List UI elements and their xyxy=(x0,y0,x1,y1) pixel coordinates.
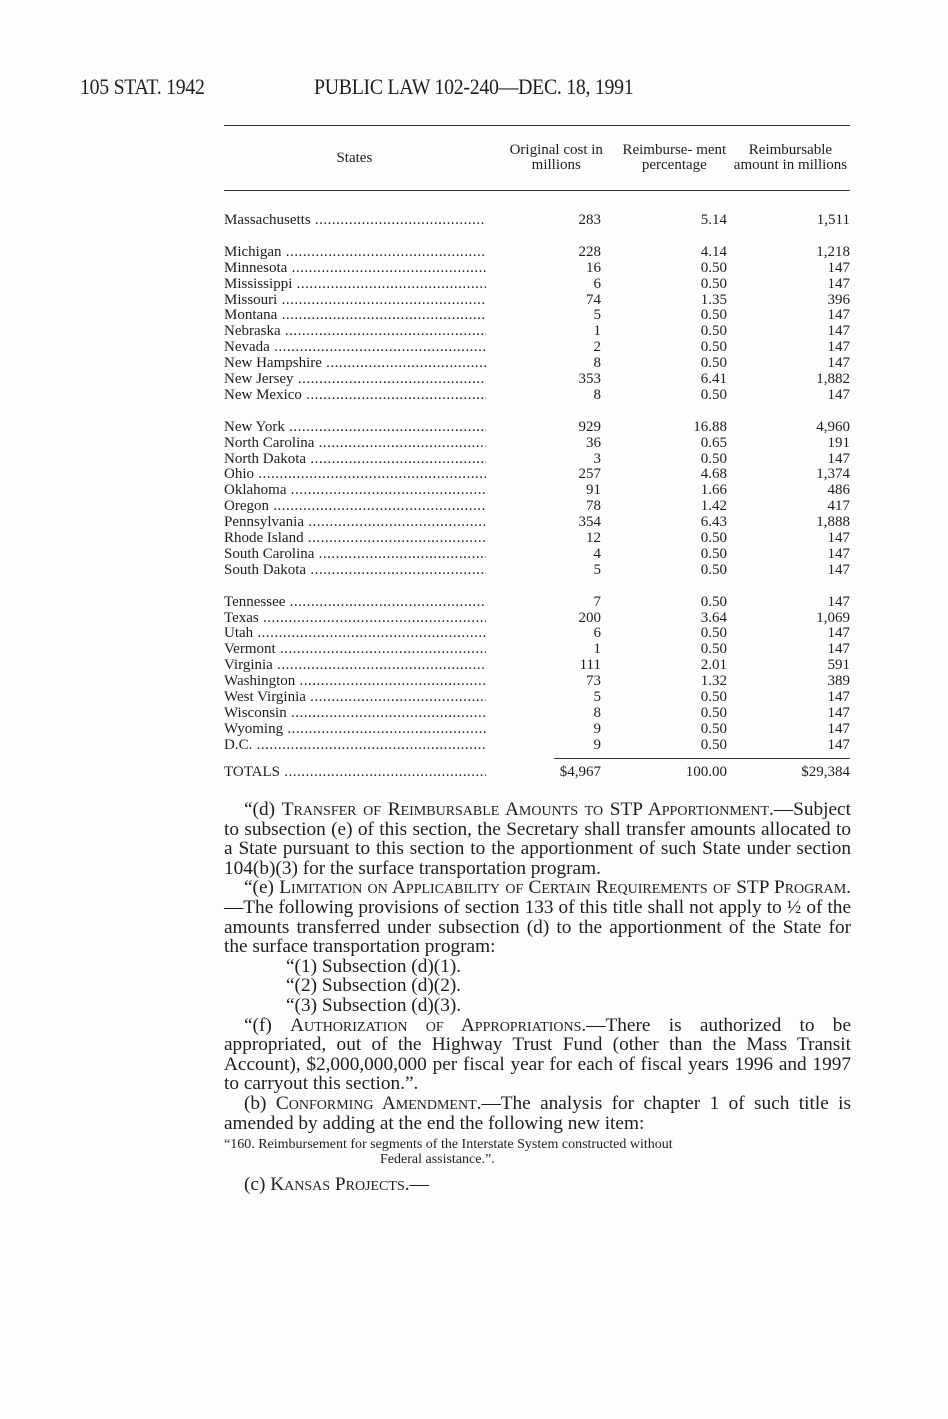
column-header-percentage: Reimburse- ment percentage xyxy=(622,142,727,173)
amount-cell: 147 xyxy=(827,736,850,753)
original-cost-cell: 91 xyxy=(586,482,601,499)
table-row xyxy=(224,324,850,340)
table-row xyxy=(224,595,850,611)
percentage-cell: 0.50 xyxy=(700,545,727,562)
table-row xyxy=(224,658,850,674)
state-cell: Mississippi ..... xyxy=(224,277,486,293)
original-cost-cell: 5 xyxy=(593,689,601,706)
percentage-cell: 0.50 xyxy=(700,323,727,340)
amount-cell: 147 xyxy=(827,689,850,706)
table-body xyxy=(224,213,850,781)
percentage-cell: 16.88 xyxy=(693,418,727,435)
percentage-cell: 3.64 xyxy=(700,609,727,626)
percentage-cell: 0.50 xyxy=(700,339,727,356)
percentage-cell: 0.50 xyxy=(700,720,727,737)
state-cell: TOTALS ..... xyxy=(224,765,486,781)
percentage-cell: 0.50 xyxy=(700,561,727,578)
state-cell: New Jersey ..... xyxy=(224,372,486,388)
table-row xyxy=(224,213,850,229)
table-row xyxy=(224,293,850,309)
table-row xyxy=(224,515,850,531)
original-cost-cell: 8 xyxy=(593,704,601,721)
table-row xyxy=(224,245,850,261)
percentage-cell: 0.50 xyxy=(700,593,727,610)
state-cell: North Dakota ..... xyxy=(224,452,486,468)
amount-cell: 147 xyxy=(827,259,850,276)
original-cost-cell: 4 xyxy=(593,545,601,562)
original-cost-cell: 9 xyxy=(593,720,601,737)
state-cell: Nevada ..... xyxy=(224,340,486,356)
column-header-states: States xyxy=(336,149,373,166)
original-cost-cell: 8 xyxy=(593,355,601,372)
percentage-cell: 0.50 xyxy=(700,704,727,721)
table-row xyxy=(224,308,850,324)
table-header xyxy=(224,126,850,190)
original-cost-cell: 929 xyxy=(578,418,601,435)
original-cost-cell: 353 xyxy=(578,371,601,388)
original-cost-cell: 9 xyxy=(593,736,601,753)
percentage-cell: 1.35 xyxy=(700,291,727,308)
table-header-rule xyxy=(224,190,850,191)
table-row xyxy=(224,722,850,738)
table-row xyxy=(224,388,850,404)
state-cell: Washington ..... xyxy=(224,674,486,690)
original-cost-cell: 228 xyxy=(578,243,601,260)
percentage-cell: 5.14 xyxy=(700,212,727,228)
table-row xyxy=(224,626,850,642)
table-row xyxy=(224,452,850,468)
table-row xyxy=(224,531,850,547)
percentage-cell: 4.68 xyxy=(700,466,727,483)
percentage-cell: 1.66 xyxy=(700,482,727,499)
original-cost-cell: 74 xyxy=(586,291,601,308)
original-cost-cell: 3 xyxy=(593,450,601,467)
amount-cell: 4,960 xyxy=(816,418,850,435)
state-cell: Texas ..... xyxy=(224,611,486,627)
subsection-e-item-2: “(2) Subsection (d)(2). xyxy=(286,975,462,997)
original-cost-cell: 1 xyxy=(593,323,601,340)
amount-cell: 1,888 xyxy=(816,514,850,531)
table-row xyxy=(224,642,850,658)
totals-rule xyxy=(554,758,850,759)
table-row xyxy=(224,499,850,515)
percentage-cell: 0.50 xyxy=(700,275,727,292)
amount-cell: 147 xyxy=(827,720,850,737)
state-cell: South Dakota ..... xyxy=(224,563,486,579)
subsection-d-heading: Transfer of Reimbursable Amounts to STP Apportionment. xyxy=(281,799,774,820)
state-cell: Pennsylvania ..... xyxy=(224,515,486,531)
state-cell: Wyoming ..... xyxy=(224,722,486,738)
subsection-b: (b) Conforming Amendment.—The analysis for chapter 1 of such title is amended by adding at the end the following new item: xyxy=(224,1092,852,1134)
original-cost-cell: 354 xyxy=(578,514,601,531)
statute-page-number: 105 STAT. 1942 xyxy=(80,74,205,99)
statute-text xyxy=(224,800,851,1195)
original-cost-cell: 8 xyxy=(593,386,601,403)
percentage-cell: 0.50 xyxy=(700,259,727,276)
state-cell: Minnesota ..... xyxy=(224,261,486,277)
amount-cell: 147 xyxy=(827,641,850,658)
original-cost-cell: 16 xyxy=(586,259,601,276)
original-cost-cell: 6 xyxy=(593,625,601,642)
public-law-title: PUBLIC LAW 102-240—DEC. 18, 1991 xyxy=(314,74,634,99)
percentage-cell: 0.50 xyxy=(700,307,727,324)
subsection-e: “(e) Limitation on Applicability of Certain Requirements of STP Program.—The following provisions of section 133 of this title shall not apply to ½ of the amounts transferred under subsection (d) to the apportionment of the State for the surface transportation program: xyxy=(224,877,851,958)
state-cell: Ohio ..... xyxy=(224,467,486,483)
state-cell: Vermont ..... xyxy=(224,642,486,658)
amount-cell: 591 xyxy=(827,657,850,674)
table-row xyxy=(224,706,850,722)
percentage-cell: 0.50 xyxy=(700,641,727,658)
original-cost-cell: 2 xyxy=(593,339,601,356)
percentage-cell: 2.01 xyxy=(700,657,727,674)
amount-cell: 147 xyxy=(827,625,850,642)
analysis-item-160: “160. Reimbursement for segments of the Interstate System constructed without Federal assistance.”. xyxy=(224,1137,673,1168)
amount-cell: 147 xyxy=(827,386,850,403)
percentage-cell: 0.65 xyxy=(700,434,727,451)
amount-cell: 147 xyxy=(827,323,850,340)
state-cell: Michigan ..... xyxy=(224,245,486,261)
table-row xyxy=(224,436,850,452)
reimbursement-table xyxy=(224,125,850,781)
state-cell: D.C. ..... xyxy=(224,738,486,754)
state-cell: New Mexico ..... xyxy=(224,388,486,404)
subsection-e-item-1: “(1) Subsection (d)(1). xyxy=(286,955,462,977)
table-row xyxy=(224,483,850,499)
amount-cell: 147 xyxy=(827,450,850,467)
percentage-cell: 4.14 xyxy=(700,243,727,260)
table-row xyxy=(224,563,850,579)
table-row xyxy=(224,467,850,483)
column-header-original-cost: Original cost in millions xyxy=(509,142,603,173)
percentage-cell: 1.32 xyxy=(700,673,727,690)
percentage-cell: 0.50 xyxy=(700,736,727,753)
table-row xyxy=(224,611,850,627)
original-cost-cell: 12 xyxy=(586,530,601,547)
totals-row xyxy=(224,765,850,781)
state-cell: Oklahoma ..... xyxy=(224,483,486,499)
percentage-cell: 100.00 xyxy=(685,763,727,780)
table-row xyxy=(224,420,850,436)
table-row xyxy=(224,690,850,706)
state-cell: Montana ..... xyxy=(224,308,486,324)
original-cost-cell: 1 xyxy=(593,641,601,658)
amount-cell: 147 xyxy=(827,307,850,324)
table-row xyxy=(224,674,850,690)
amount-cell: 147 xyxy=(827,561,850,578)
table-row xyxy=(224,356,850,372)
state-cell: Massachusetts ..... xyxy=(224,213,486,229)
subsection-d: “(d) Transfer of Reimbursable Amounts to STP Apportionment.—Subject to subsection (e) of this section, the Secretary shall transfer amounts allocated to a State pursuant to this section to the apportionment of such State under section 104(b)(3) for the surface transportation program. xyxy=(224,799,851,879)
state-cell: New York ..... xyxy=(224,420,486,436)
amount-cell: 1,511 xyxy=(816,212,850,228)
state-cell: New Hampshire ..... xyxy=(224,356,486,372)
state-cell: Missouri ..... xyxy=(224,293,486,309)
table-row xyxy=(224,340,850,356)
percentage-cell: 0.50 xyxy=(700,689,727,706)
original-cost-cell: 111 xyxy=(579,657,601,674)
percentage-cell: 0.50 xyxy=(700,530,727,547)
percentage-cell: 0.50 xyxy=(700,450,727,467)
amount-cell: 147 xyxy=(827,275,850,292)
amount-cell: 396 xyxy=(827,291,850,308)
percentage-cell: 6.43 xyxy=(700,514,727,531)
amount-cell: 147 xyxy=(827,545,850,562)
original-cost-cell: 73 xyxy=(586,673,601,690)
amount-cell: 147 xyxy=(827,355,850,372)
original-cost-cell: 283 xyxy=(578,212,601,228)
original-cost-cell: 7 xyxy=(593,593,601,610)
table-row xyxy=(224,261,850,277)
state-cell: North Carolina ..... xyxy=(224,436,486,452)
subsection-c-heading: Kansas Projects. xyxy=(270,1174,410,1196)
table-row xyxy=(224,738,850,754)
state-cell: Virginia ..... xyxy=(224,658,486,674)
state-cell: Tennessee ..... xyxy=(224,595,486,611)
column-header-amount: Reimbursable amount in millions xyxy=(733,142,848,173)
amount-cell: 389 xyxy=(827,673,850,690)
state-cell: Rhode Island ..... xyxy=(224,531,486,547)
original-cost-cell: 6 xyxy=(593,275,601,292)
original-cost-cell: 78 xyxy=(586,498,601,515)
state-cell: Nebraska ..... xyxy=(224,324,486,340)
subsection-b-heading: Conforming Amendment. xyxy=(275,1092,482,1114)
subsection-c: (c) Kansas Projects.— xyxy=(244,1174,429,1196)
subsection-f-heading: Authorization of Appropriations. xyxy=(290,1014,587,1036)
original-cost-cell: 5 xyxy=(593,307,601,324)
state-cell: Wisconsin ..... xyxy=(224,706,486,722)
subsection-f: “(f) Authorization of Appropriations.—There is authorized to be appropriated, out of the Highway Trust Fund (other than the Mass Transit Account), $2,000,000,000 per fiscal year for each of fiscal years 1996 and 1997 to carryout this section.”. xyxy=(224,1014,851,1095)
percentage-cell: 0.50 xyxy=(700,386,727,403)
percentage-cell: 1.42 xyxy=(700,498,727,515)
amount-cell: 147 xyxy=(827,593,850,610)
original-cost-cell: 257 xyxy=(578,466,601,483)
percentage-cell: 0.50 xyxy=(700,625,727,642)
table-row xyxy=(224,277,850,293)
state-cell: South Carolina ..... xyxy=(224,547,486,563)
subsection-e-item-3: “(3) Subsection (d)(3). xyxy=(286,994,462,1016)
amount-cell: 147 xyxy=(827,530,850,547)
amount-cell: 1,374 xyxy=(816,466,850,483)
state-cell: Utah ..... xyxy=(224,626,486,642)
amount-cell: 486 xyxy=(827,482,850,499)
state-cell: West Virginia ..... xyxy=(224,690,486,706)
original-cost-cell: $4,967 xyxy=(559,763,601,780)
state-cell: Oregon ..... xyxy=(224,499,486,515)
table-row xyxy=(224,547,850,563)
table-row xyxy=(224,372,850,388)
amount-cell: 147 xyxy=(827,704,850,721)
amount-cell: 1,882 xyxy=(816,371,850,388)
amount-cell: 417 xyxy=(827,498,850,515)
amount-cell: 191 xyxy=(827,434,850,451)
amount-cell: 1,218 xyxy=(816,243,850,260)
amount-cell: 147 xyxy=(827,339,850,356)
original-cost-cell: 5 xyxy=(593,561,601,578)
original-cost-cell: 36 xyxy=(586,434,601,451)
subsection-e-heading: Limitation on Applicability of Certain Requirements of STP Program. xyxy=(279,877,851,899)
percentage-cell: 0.50 xyxy=(700,355,727,372)
percentage-cell: 6.41 xyxy=(700,371,727,388)
original-cost-cell: 200 xyxy=(578,609,601,626)
amount-cell: 1,069 xyxy=(816,609,850,626)
amount-cell: $29,384 xyxy=(801,763,850,780)
